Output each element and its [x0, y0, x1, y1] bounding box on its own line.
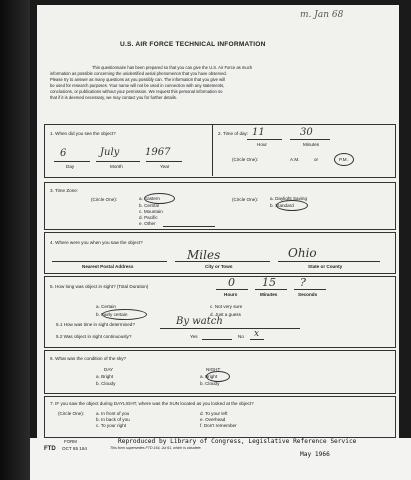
q4-postal-line	[52, 261, 167, 262]
q3-standard: b. Standard	[270, 203, 294, 208]
scan-edge	[0, 0, 30, 480]
q7-option-overhead: e. Overhead	[200, 417, 226, 422]
q6-night-bright: a. Bright	[200, 374, 218, 379]
q5-option-fairly-certain: b. Fairly certain	[96, 312, 128, 317]
footer-ftd: FTD	[44, 446, 56, 452]
q4-question: 4. Where were you when you saw the object?	[50, 240, 143, 245]
q3-circle-one: (Circle One):	[91, 197, 118, 202]
q3-zone-pacific: d. Pacific	[139, 215, 158, 220]
q6-day-heading: DAY	[104, 367, 114, 372]
q3-zone-eastern: a. Eastern	[139, 196, 160, 201]
q52-no: No	[238, 334, 244, 339]
q6-day-cloudy: b. Cloudy	[96, 381, 116, 386]
intro-line-5: conclusions, or publications without your permission. We request this personal information so	[50, 89, 223, 94]
q51-question: 5.1 How was time in sight determined?	[56, 322, 135, 327]
q7-option-dont-remember: f. Don't remember	[200, 423, 237, 428]
q4-city-line	[175, 261, 270, 262]
q6-question: 6. What was the condition of the sky?	[50, 356, 127, 361]
q4-city-label: City or Town	[205, 264, 233, 269]
q2-am: A.M.	[290, 157, 300, 162]
q7-question: 7. IF you saw the object during DAYLIGHT, where was the SUN located as you looked at the object?	[50, 401, 254, 406]
q52-no-mark: x	[254, 329, 260, 339]
footer-form: FORM	[64, 439, 77, 444]
q1-year-line	[146, 161, 182, 162]
q5-minutes-value: 15	[262, 276, 276, 289]
q5-seconds-value: ?	[300, 276, 306, 289]
q4-state-value: Ohio	[288, 246, 317, 260]
q1-question: 1. When did you see the object?	[50, 131, 116, 136]
q7-circle-one: (Circle One):	[58, 411, 85, 416]
q5-option-certain: a. Certain	[96, 304, 116, 309]
q1-month-value: July	[100, 147, 120, 158]
q6-night-heading: NIGHT	[206, 367, 221, 372]
intro-line-3: Please try to answer as many questions as you possibly can. The information that you give will	[50, 77, 225, 82]
q5-fairly-certain-circle	[102, 309, 147, 320]
q4-state-label: State or County	[308, 264, 343, 269]
q2-minutes-line	[290, 139, 330, 140]
q52-question: 5.2 Was object in sight continuously?	[56, 334, 132, 339]
q3-standard-circle	[276, 200, 308, 211]
repro-date: May 1966	[300, 451, 330, 458]
q2-question: 2. Time of day:	[218, 131, 249, 136]
q7-option-back: b. In back of you	[96, 417, 130, 422]
q1-q2-divider	[212, 124, 213, 176]
q5-option-just-a-guess: d. Just a guess	[210, 312, 241, 317]
q1-month-label: Month	[110, 164, 123, 169]
intro-line-2: information as possible concerning the unidentified aerial phenomenon that you have observed.	[50, 71, 227, 76]
q5-hours-line	[216, 289, 248, 290]
q6-day-bright: a. Bright	[96, 374, 114, 379]
q4-city-value: Miles	[187, 248, 221, 262]
handwritten-date: m. Jan 68	[300, 10, 344, 20]
q1-day-label: Day	[66, 164, 75, 169]
q1-year-value: 1967	[145, 147, 171, 158]
q4-state-line	[278, 261, 380, 262]
q3-zone-mountain: c. Mountain	[139, 209, 163, 214]
intro-line-1: This questionnaire has been prepared so that you can give the U.S. Air Force as much	[92, 65, 253, 70]
q51-answer: By watch	[176, 316, 223, 327]
q52-no-line	[250, 339, 264, 340]
q3-daylight-saving: a. Daylight Saving	[270, 196, 308, 201]
q7-option-left: d. To your left	[200, 411, 228, 416]
q3-box	[44, 182, 396, 230]
q2-pm: P.M.	[339, 157, 348, 162]
q5-option-not-very-sure: c. Not very sure	[210, 304, 243, 309]
q3-question: 3. Time Zone:	[50, 188, 79, 193]
q5-seconds-label: Seconds	[298, 292, 318, 297]
q7-option-right: c. To your right	[96, 423, 127, 428]
q2-hour-label: Hour	[257, 142, 267, 147]
q6-night-cloudy: b. Cloudy	[200, 381, 220, 386]
q51-line	[160, 328, 300, 329]
q52-yes: Yes	[190, 334, 198, 339]
footer-superseded: This form supersedes FTD 164, Jul 61, which is obsolete.	[110, 446, 202, 450]
q1-month-line	[96, 161, 140, 162]
repro-notice: Reproduced by Library of Congress, Legislative Reference Service	[118, 438, 357, 445]
q5-hours-value: 0	[228, 276, 235, 289]
q1-day-line	[54, 161, 90, 162]
q3-zone-other: e. Other	[139, 221, 156, 226]
q2-hour-value: 11	[252, 127, 265, 138]
q5-minutes-line	[255, 289, 287, 290]
q2-or: or	[314, 157, 319, 162]
intro-line-6: that if it is deemed necessary, we may contact you for further details.	[50, 95, 178, 100]
footer-form-date: OCT 65 164	[62, 446, 87, 451]
q4-postal-label: Nearest Postal Address	[82, 264, 134, 269]
q5-hours-label: Hours	[224, 292, 238, 297]
q5-seconds-line	[294, 289, 326, 290]
form-title: U.S. AIR FORCE TECHNICAL INFORMATION	[120, 41, 266, 48]
q5-question: 5. How long was object in sight? (Total Duration)	[50, 284, 149, 289]
q52-yes-line	[202, 339, 232, 340]
q2-minutes-label: Minutes	[303, 142, 320, 147]
q3-other-line	[163, 226, 215, 227]
q2-pm-circle	[334, 153, 354, 166]
q2-minutes-value: 30	[300, 127, 313, 138]
q3-circle-one-2: (Circle One):	[232, 197, 259, 202]
intro-line-4: be used for research purposes. Your name will not be used in connection with any statements,	[50, 83, 225, 88]
q5-minutes-label: Minutes	[260, 292, 278, 297]
q7-option-front: a. In front of you	[96, 411, 130, 416]
q3-zone-central: b. Central	[139, 203, 159, 208]
q1-year-label: Year	[160, 164, 170, 169]
q2-circle-one: (Circle One):	[232, 157, 259, 162]
q1-day-value: 6	[60, 148, 67, 159]
q2-hour-line	[247, 139, 282, 140]
